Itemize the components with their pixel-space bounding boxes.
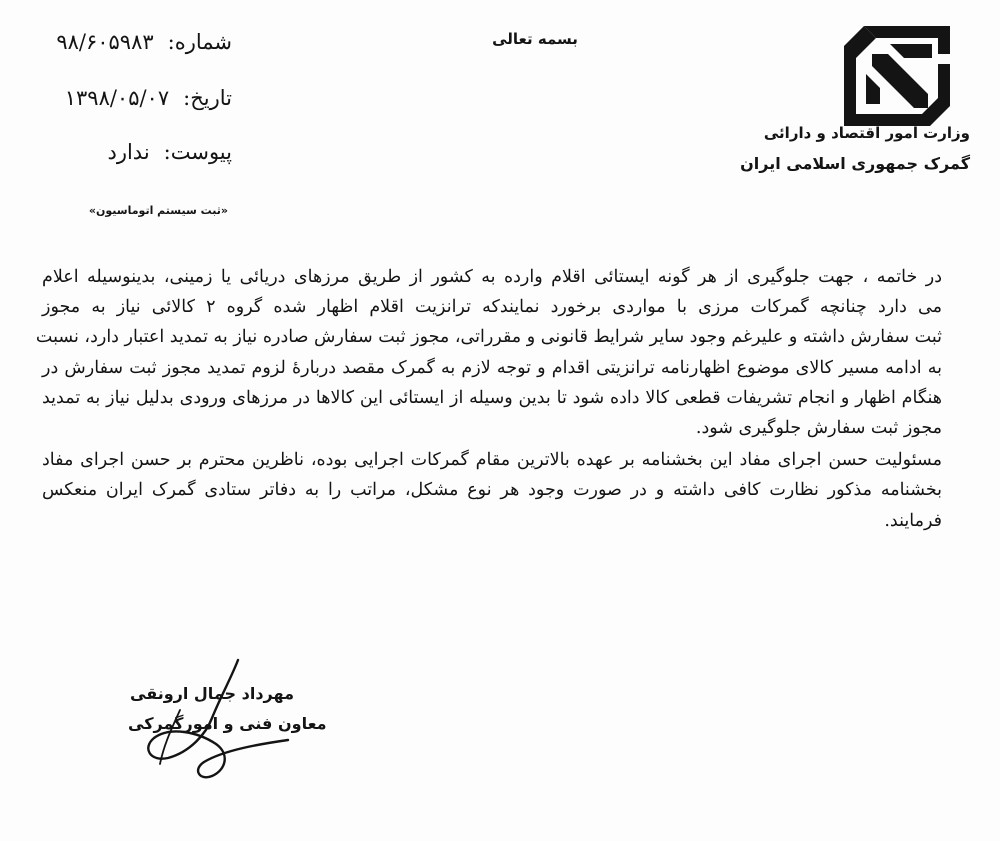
body-line: مجوز ثبت سفارش جلوگیری شود. (695, 417, 942, 438)
body-line: هنگام اظهار و انجام تشریفات قطعی کالا داده شود تا بدین وسیله از ایستائی این کالاها در مرزهای ورودی بدلیل نیاز به تمدید (42, 387, 942, 408)
body-line: ثبت سفارش داشته و علیرغم وجود سایر شرایط قانونی و مقرراتی، مجوز ثبت سفارش صادره نیاز به تمدید اعتبار دارد، نسبت (35, 327, 942, 348)
letter-heading: بسمه تعالی (492, 30, 578, 48)
letter-body (35, 262, 943, 536)
customs-logo-icon (842, 24, 952, 128)
letter-attachment-value: ندارد (107, 140, 150, 164)
body-line: به ادامه مسیر کالای موضوع اظهارنامه ترانزیتی اقدام و توجه لازم به گمرک مقصد دربارهٔ لزوم تمدید مجوز ثبت سفارش در (42, 357, 942, 378)
letter-date-label: تاریخ: (183, 86, 232, 110)
letter-number-value: ۹۸/۶۰۵۹۸۳ (56, 30, 154, 54)
letter-attachment-label: پیوست: (163, 140, 232, 164)
body-line: بخشنامه مذکور نظارت کافی داشته و در صورت وجود هر نوع مشکل، مراتب را به دفاتر ستادی گمرک ایران منعکس (42, 480, 942, 501)
letter-number (56, 30, 232, 54)
letter-number-label: شماره: (167, 30, 232, 54)
signatory-title: معاون فنی و امورگمرکی (128, 714, 327, 733)
body-line: در خاتمه ، جهت جلوگیری از هر گونه ایستائی اقلام وارده به کشور از طریق مرزهای دریائی یا زمینی، بدینوسیله اعلام (42, 267, 942, 287)
body-line: مسئولیت حسن اجرای مفاد این بخشنامه بر عهده بالاترین مقام گمرکات اجرایی بوده، ناظرین محترم بر حسن اجرای مفاد (42, 450, 942, 471)
body-line: فرمایند. (884, 510, 942, 531)
customs-name: گمرک جمهوری اسلامی ایران (740, 154, 970, 173)
signatory-name: مهرداد جمال ارونقی (130, 684, 294, 703)
letter-date-value: ۱۳۹۸/۰۵/۰۷ (64, 86, 170, 110)
ministry-name: وزارت امور اقتصاد و دارائی (763, 124, 970, 142)
letter-date (65, 86, 232, 110)
automation-note: «ثبت سیستم اتوماسیون» (88, 204, 228, 217)
letter-attachment (107, 140, 232, 164)
body-line: می دارد چنانچه گمرکات مرزی با مواردی برخورد نمایندکه ترانزیت اقلام اظهار شده گروه ۲ کالائی نیاز به مجوز (42, 297, 943, 318)
